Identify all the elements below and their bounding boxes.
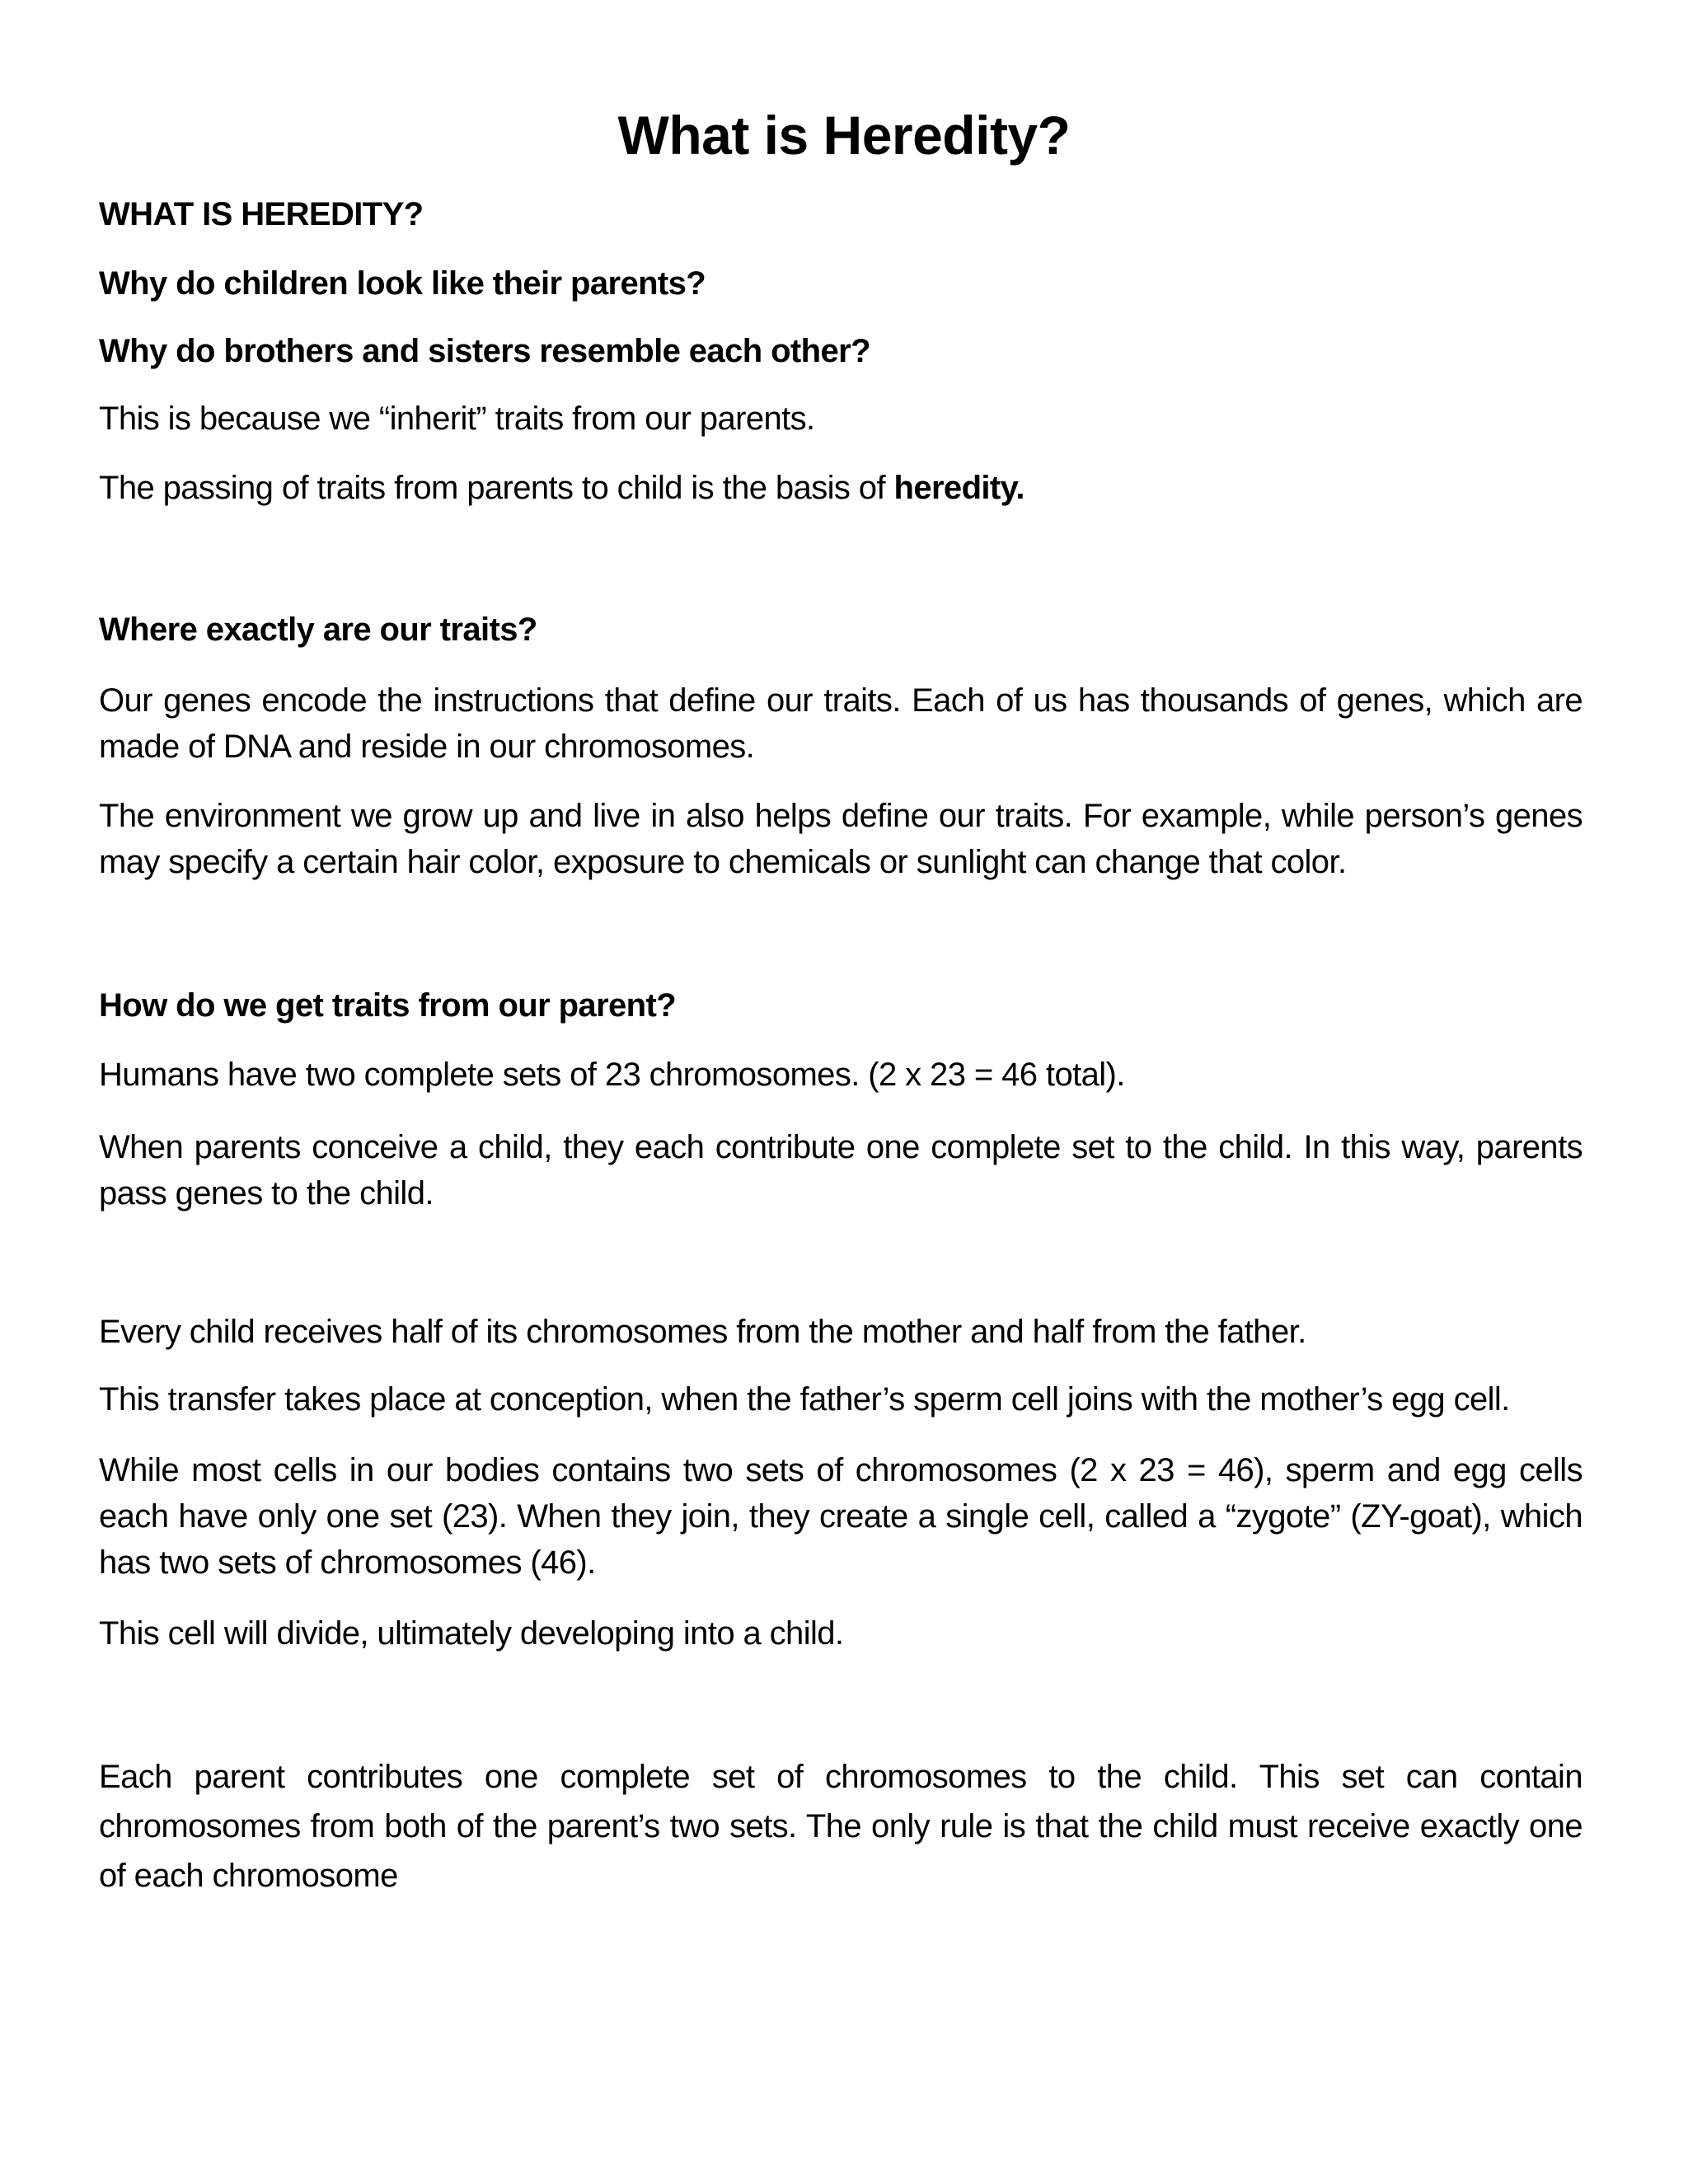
how-chromosome-sets: Humans have two complete sets of 23 chromosomes. (2 x 23 = 46 total).	[99, 1057, 1125, 1093]
where-environment-paragraph: The environment we grow up and live in also helps define our traits. For example, while person’s genes may specify a certain hair color, exposure to chemicals or sunlight can change that color.	[99, 798, 1582, 880]
cell-divide: This cell will divide, ultimately developing into a child.	[99, 1615, 844, 1652]
heredity-emphasis: heredity.	[893, 470, 1025, 506]
heredity-basis	[99, 465, 1582, 511]
how-parents-contribute: When parents conceive a child, they each contribute one complete set to the child. In this way, parents pass genes to the child.	[99, 1129, 1582, 1212]
heredity-basis-text: The passing of traits from parents to child is the basis of	[99, 470, 894, 506]
intro-heading: WHAT IS HEREDITY?	[99, 196, 424, 232]
page-title: What is Heredity?	[617, 105, 1071, 166]
inherit-answer: This is because we “inherit” traits from our parents.	[99, 401, 815, 437]
where-genes-paragraph: Our genes encode the instructions that define our traits. Each of us has thousands of genes, which are made of DNA and reside in our chromosomes.	[99, 682, 1582, 765]
question-children: Why do children look like their parents?	[99, 265, 706, 302]
question-siblings: Why do brothers and sisters resemble each other?	[99, 333, 870, 369]
how-heading: How do we get traits from our parent?	[99, 987, 677, 1024]
zygote-paragraph: While most cells in our bodies contains two sets of chromosomes (2 x 23 = 46), sperm and egg cells each have only one set (23). When they join, they create a single cell, called a “zygote” (ZY-goat), which has two sets of chromosomes (46).	[99, 1452, 1582, 1581]
every-child-half: Every child receives half of its chromosomes from the mother and half from the father.	[99, 1314, 1306, 1350]
where-heading: Where exactly are our traits?	[99, 612, 537, 648]
transfer-conception: This transfer takes place at conception, when the father’s sperm cell joins with the mother’s egg cell.	[99, 1381, 1510, 1418]
each-parent-paragraph: Each parent contributes one complete set of chromosomes to the child. This set can contain chromosomes from both of the parent’s two sets. The only rule is that the child must receive exactly one of each chromosome	[99, 1759, 1582, 1894]
